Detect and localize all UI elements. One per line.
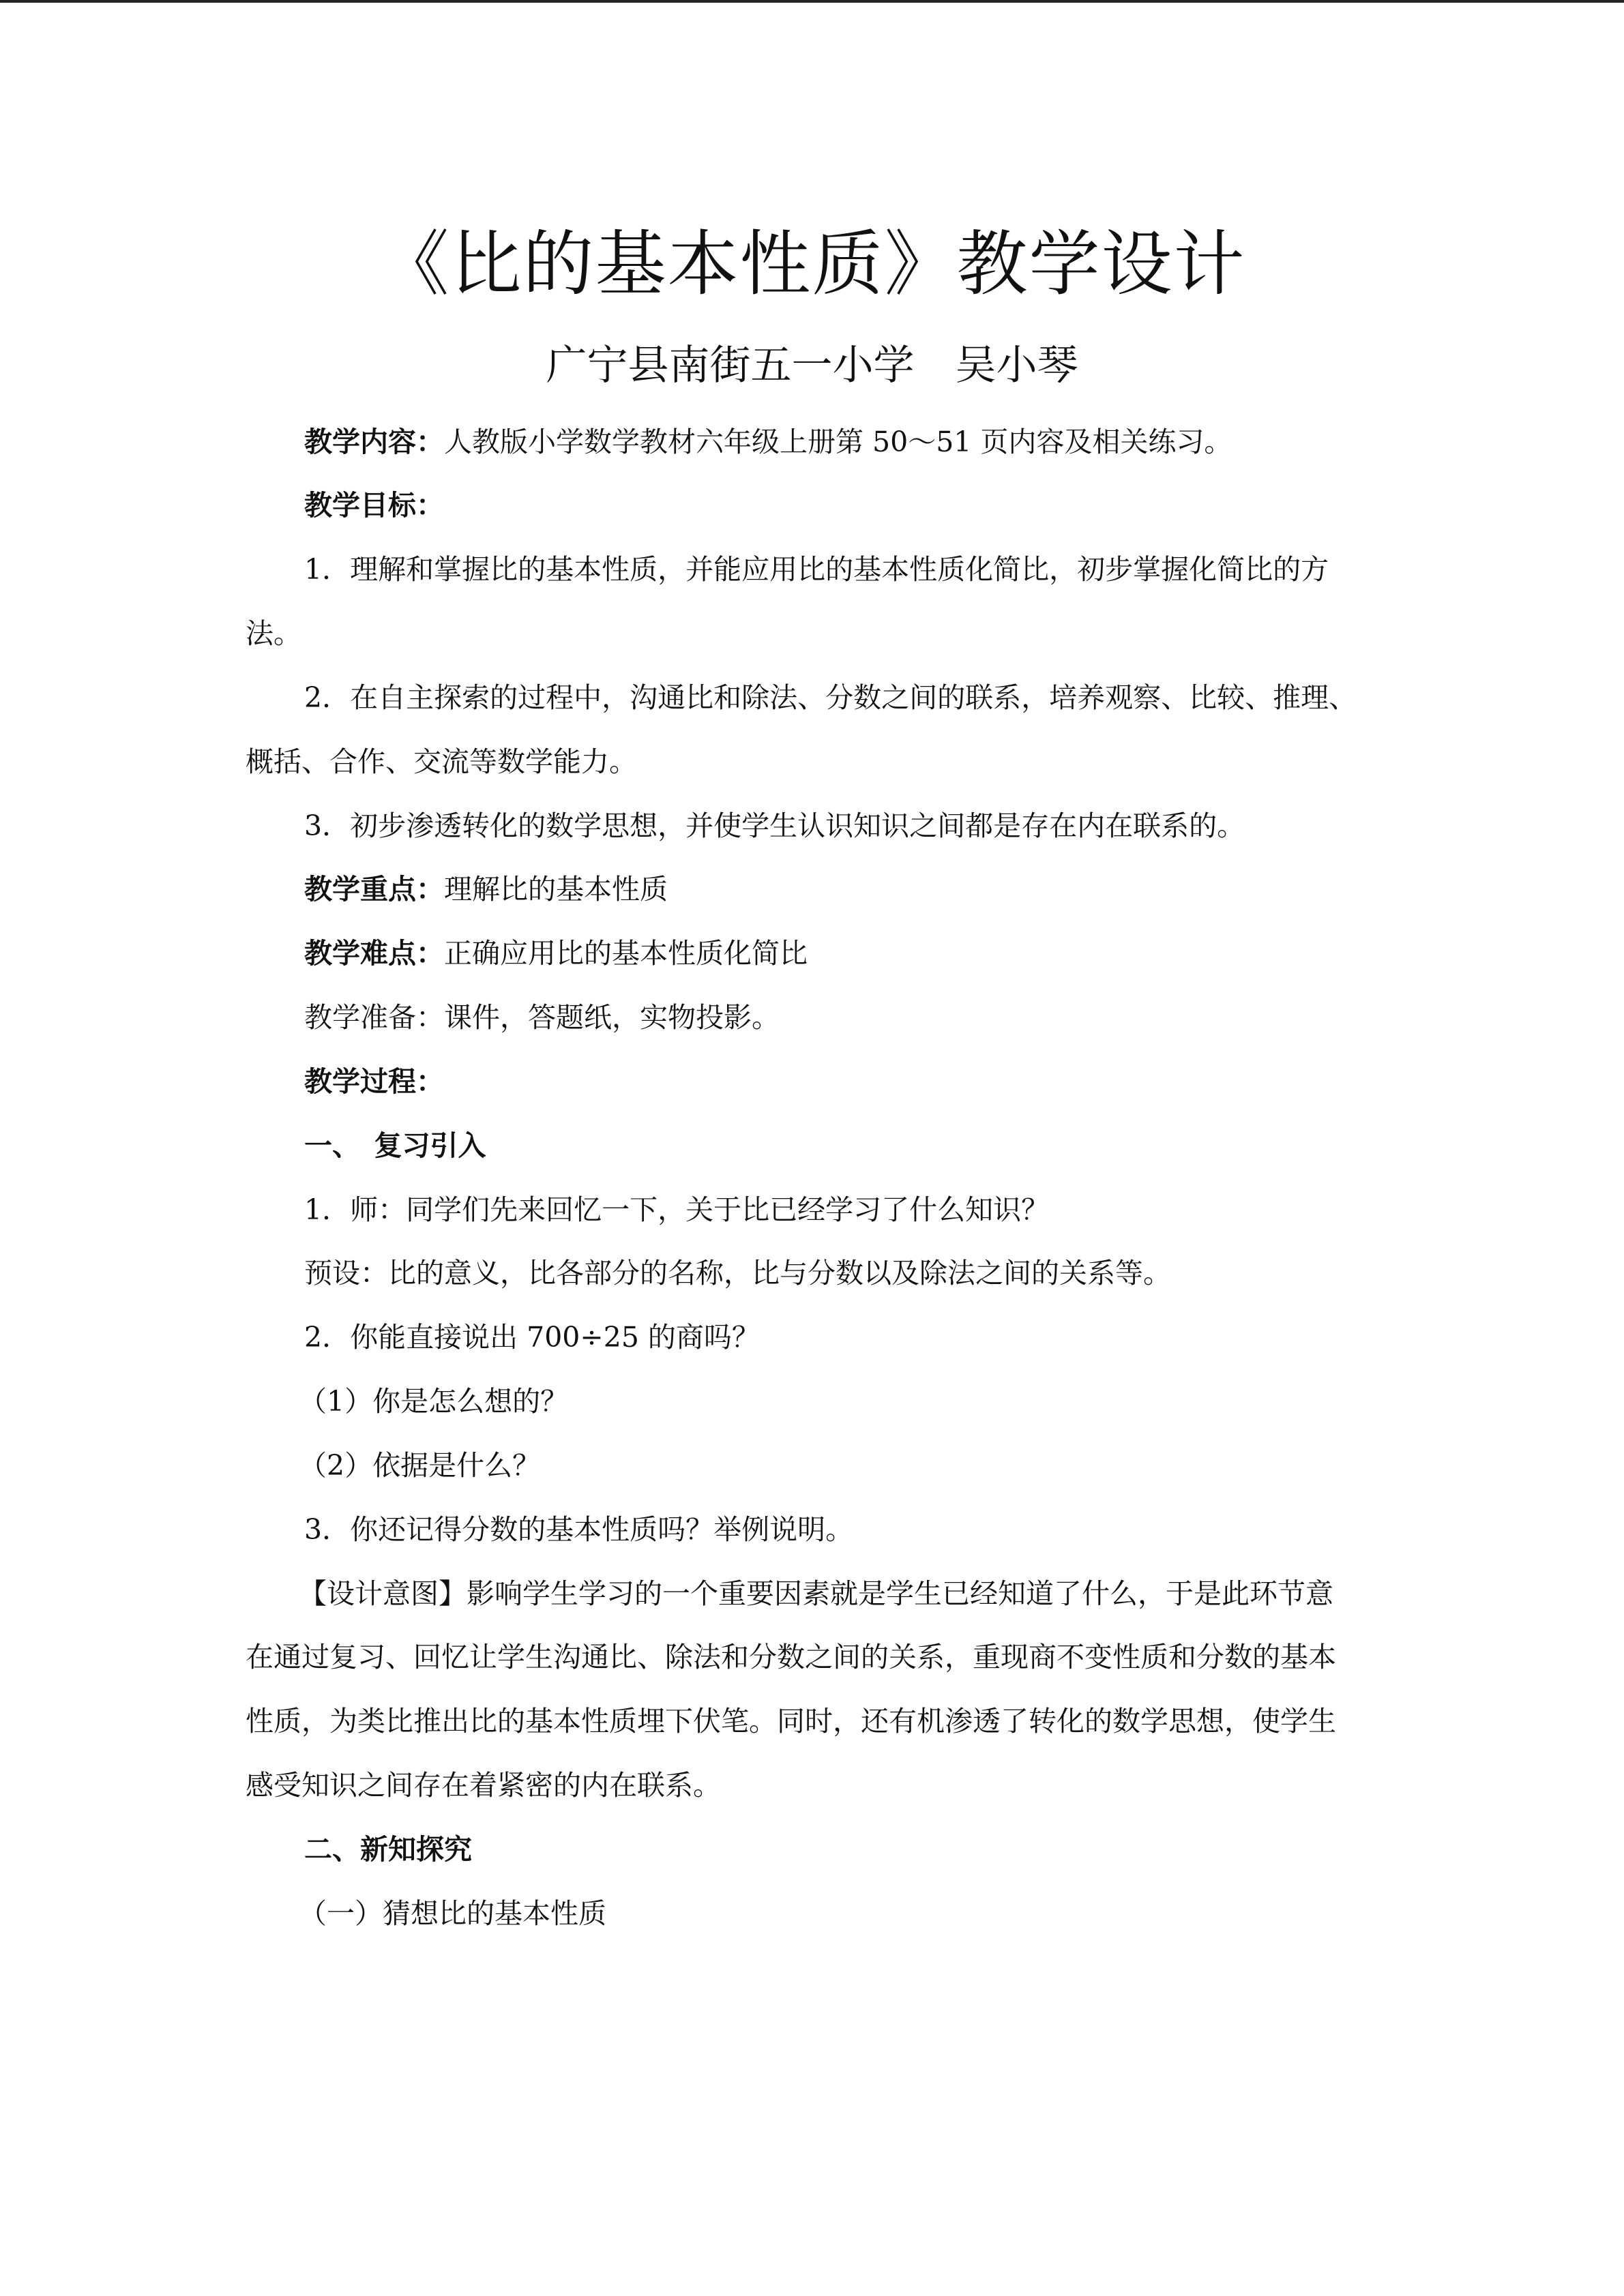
difficulty-label: 教学难点： [304,937,444,970]
question-2-part-1: （1）你是怎么想的？ [299,1385,569,1418]
design-intent-line-3: 性质，为类比推出比的基本性质埋下伏笔。同时，还有机渗透了转化的数学思想，使学生 [246,1705,1336,1738]
design-intent-line-2: 在通过复习、回忆让学生沟通比、除法和分数之间的关系，重现商不变性质和分数的基本 [246,1641,1336,1673]
goal-2-line-1: 2．在自主探索的过程中，沟通比和除法、分数之间的联系，培养观察、比较、推理、 [304,681,1357,714]
preset-answer: 预设：比的意义，比各部分的名称，比与分数以及除法之间的关系等。 [304,1257,1171,1289]
question-3: 3．你还记得分数的基本性质吗？举例说明。 [304,1513,854,1546]
question-2-part-2: （2）依据是什么？ [299,1449,541,1482]
teaching-preparation: 教学准备：课件，答题纸，实物投影。 [304,1001,780,1034]
teaching-goals-label: 教学目标： [304,489,444,522]
author-name: 吴小琴 [955,342,1078,389]
design-intent-line-1: 【设计意图】影响学生学习的一个重要因素就是学生已经知道了什么，于是此环节意 [299,1577,1333,1610]
teaching-key-point [304,869,668,910]
goal-2-line-2: 概括、合作、交流等数学能力。 [246,745,637,778]
key-point-label: 教学重点： [304,873,444,906]
question-2: 2．你能直接说出 700÷25 的商吗？ [304,1321,760,1354]
byline [0,336,1624,395]
section-1-heading: 一、 复习引入 [304,1129,486,1162]
design-intent-line-4: 感受知识之间存在着紧密的内在联系。 [246,1769,721,1802]
subsection-1-heading: （一）猜想比的基本性质 [299,1897,606,1930]
teaching-content-label: 教学内容： [304,426,444,458]
goal-1-line-2: 法。 [246,617,301,650]
teaching-content [304,421,1232,462]
difficulty-text: 正确应用比的基本性质化简比 [444,937,808,970]
school-name: 广宁县南街五一小学 [546,342,915,389]
goal-1-line-1: 1．理解和掌握比的基本性质，并能应用比的基本性质化简比，初步掌握化简比的方 [304,553,1329,586]
teaching-difficulty [304,933,808,974]
teaching-process-label: 教学过程： [304,1065,444,1098]
document-title: 《比的基本性质》教学设计 [378,222,1246,305]
section-2-heading: 二、新知探究 [304,1833,472,1866]
key-point-text: 理解比的基本性质 [444,873,668,906]
question-1: 1．师：同学们先来回忆一下，关于比已经学习了什么知识？ [304,1193,1050,1226]
top-border-line [0,0,1624,3]
goal-3: 3．初步渗透转化的数学思想，并使学生认识知识之间都是存在内在联系的。 [304,809,1245,842]
teaching-content-text: 人教版小学数学教材六年级上册第 50～51 页内容及相关练习。 [444,426,1232,458]
